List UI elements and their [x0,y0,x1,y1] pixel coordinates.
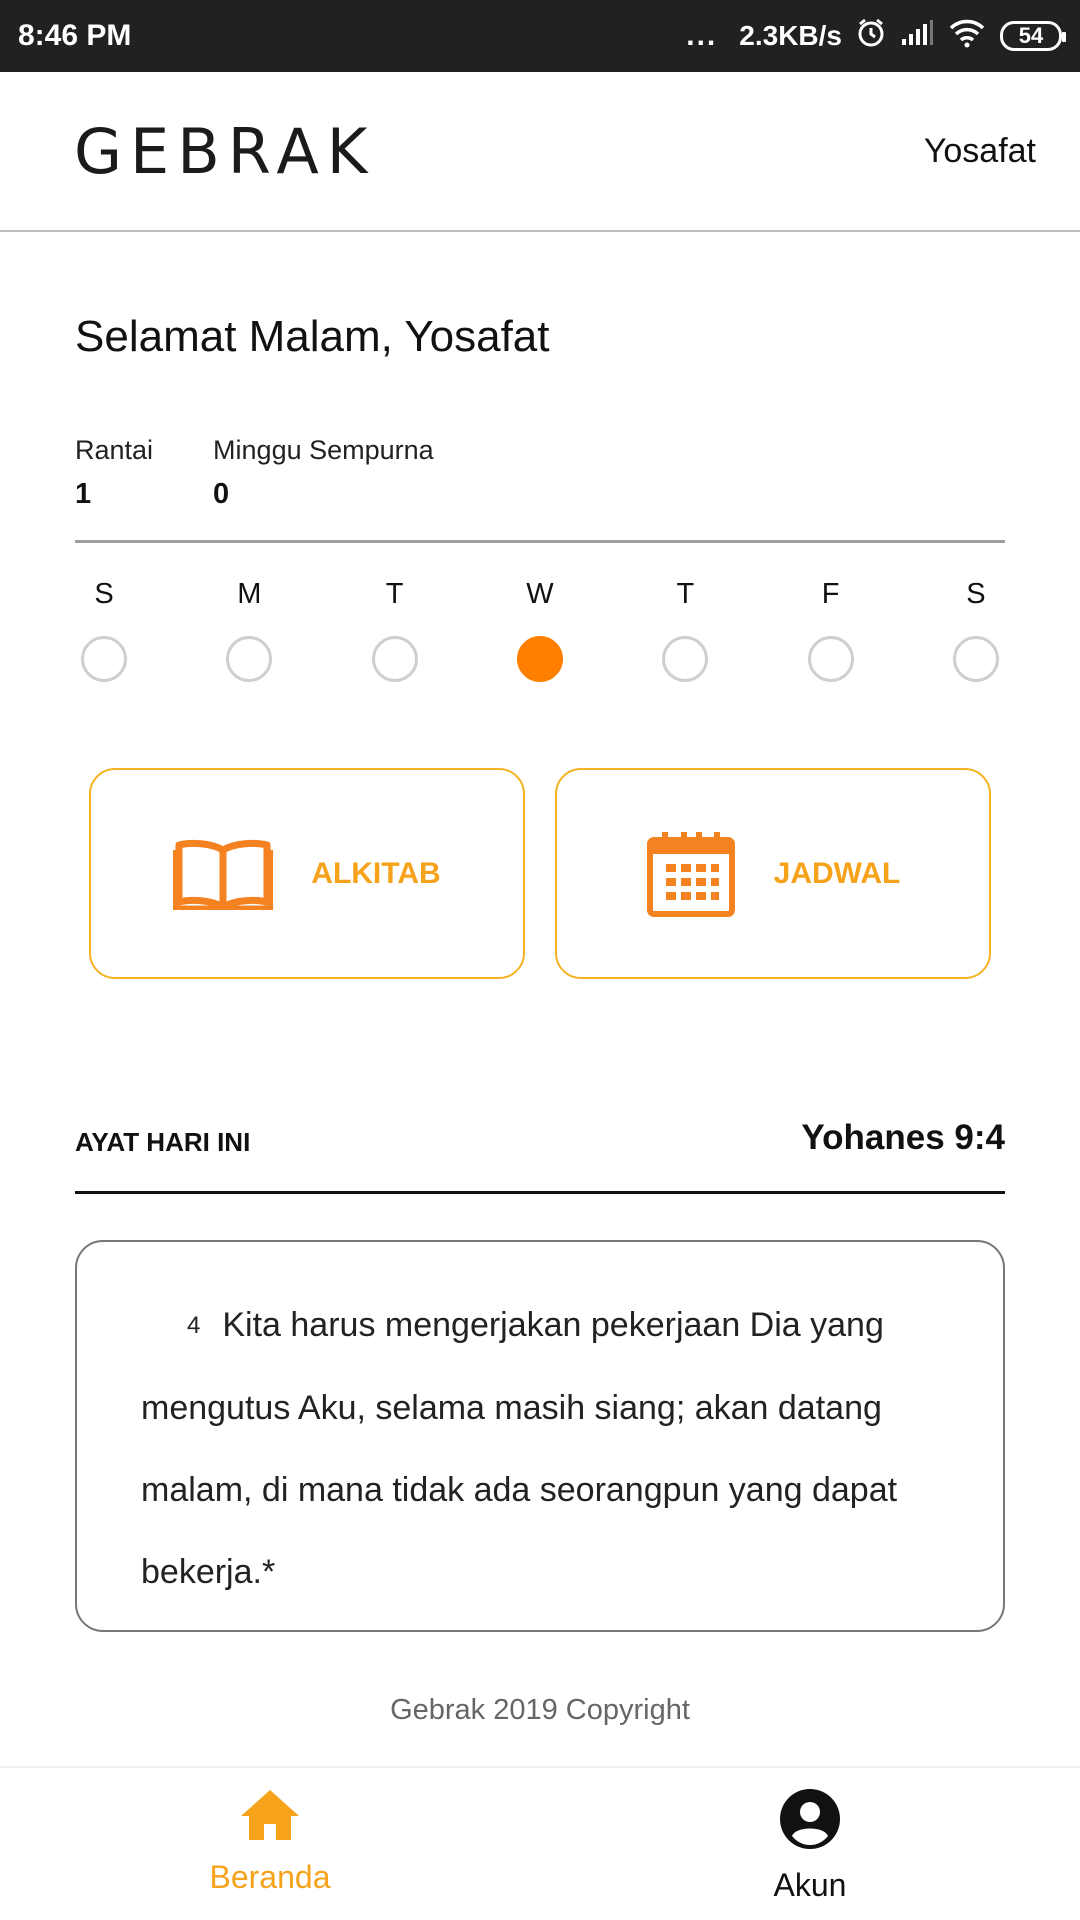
action-buttons [89,768,991,979]
copyright-text: Gebrak 2019 Copyright [390,1694,690,1726]
bible-label: ALKITAB [311,856,441,890]
bible-button[interactable] [89,768,525,979]
battery-icon: 54 [1000,21,1062,51]
perfect-week-value: 0 [213,478,230,510]
day-tuesday [366,578,424,682]
verse-paragraph [141,1284,943,1613]
day-thursday [656,578,714,682]
perfect-week-label: Minggu Sempurna [213,435,434,465]
day-letter: F [821,578,840,610]
verse-reference[interactable]: Yohanes 9:4 [801,1118,1005,1157]
day-sunday [75,578,133,682]
book-icon [173,838,273,910]
day-letter: S [966,578,986,610]
day-letter: T [385,578,404,610]
nav-home-label: Beranda [209,1859,331,1895]
day-indicator [517,636,563,682]
verse-divider [75,1191,1005,1194]
day-letter: W [526,578,554,610]
header-username[interactable]: Yosafat [923,131,1036,170]
status-time: 8:46 PM [18,19,132,52]
verse-number: 4 [187,1312,201,1339]
day-letter: M [237,578,262,610]
status-icons [686,18,1062,55]
signal-icon [900,19,934,54]
app-header [0,72,1080,232]
nav-home[interactable] [0,1768,540,1920]
status-bar [0,0,1080,72]
week-tracker [75,578,1005,682]
verse-section-title: AYAT HARI INI [75,1127,251,1157]
nav-account-label: Akun [773,1867,847,1903]
day-indicator [226,636,272,682]
wifi-icon [948,18,986,55]
stats-divider [75,540,1005,543]
app-logo[interactable]: GEBRAK [74,114,376,188]
alarm-icon [856,18,886,55]
verse-text: Kita harus mengerjakan pekerjaan Dia yang mengutus Aku, selama masih siang; akan datang malam, di mana tidak ada seorangpun yang dapat bekerja.* [141,1306,898,1591]
day-indicator [81,636,127,682]
more-dots: ... [686,19,718,52]
day-indicator [808,636,854,682]
day-indicator [372,636,418,682]
streak-label: Rantai [75,435,154,465]
day-indicator [953,636,999,682]
day-wednesday [511,578,569,682]
schedule-button[interactable] [555,768,991,979]
account-icon [779,1788,841,1855]
day-letter: T [676,578,695,610]
day-monday [220,578,278,682]
streak-value: 1 [75,478,92,510]
day-indicator [662,636,708,682]
day-letter: S [94,578,114,610]
nav-account[interactable] [540,1768,1080,1920]
streak-stat [75,435,153,511]
verse-card[interactable] [75,1240,1005,1632]
stats-row [75,435,434,511]
verse-header [75,1118,1005,1158]
bottom-nav [0,1766,1080,1920]
network-speed: 2.3KB/s [739,20,842,51]
schedule-label: JADWAL [773,856,901,890]
greeting-text: Selamat Malam, Yosafat [75,312,550,361]
day-friday [802,578,860,682]
calendar-icon [646,830,736,918]
day-saturday [947,578,1005,682]
perfect-week-stat [213,435,434,511]
home-icon [239,1788,301,1847]
